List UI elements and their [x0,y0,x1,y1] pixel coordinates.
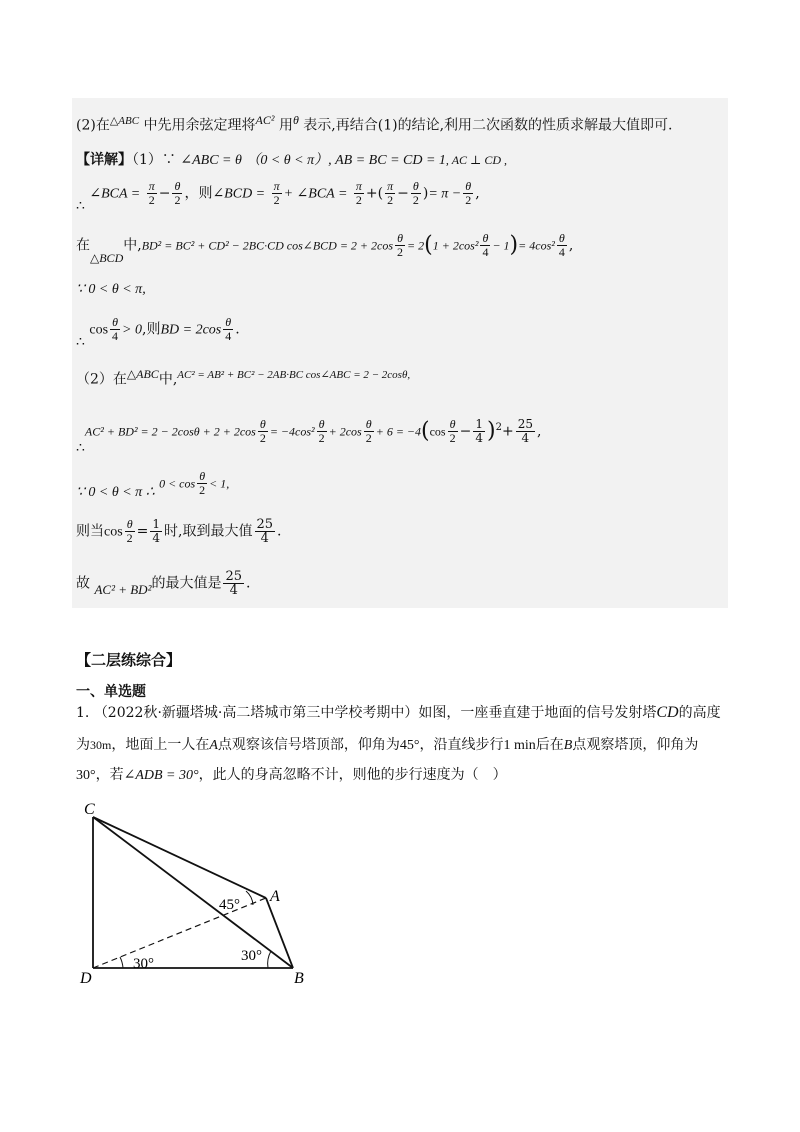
range-theta-line: ∵ 0 < θ < π, [76,282,146,297]
angle-45: 45° [399,738,420,753]
sum-expr: AC² + BD² = 2 − 2cosθ + 2 + 2cos [84,424,256,439]
zhong-text: 中, [123,237,142,254]
part1-label: （1） [132,152,162,168]
comma: , [568,237,574,254]
plus6: + 6 = −4 [375,424,422,439]
comma-2: , [536,423,542,440]
paren-open: ( [424,232,433,258]
cos-range-left: 0 < cos [159,476,196,491]
paren-close: ) [509,232,519,258]
q2f: 点观察塔顶，仰角为 [572,737,699,753]
ze-text: ，则 [184,185,213,202]
bd-expr: BD² = BC² + CD² − 2BC·CD cos∠BCD = 2 + 2cos [141,238,394,253]
question-number: 1. [76,705,90,721]
frac-theta-2c: $\frac{\theta}{2}$ [465,179,472,207]
frac-theta-4c: $\frac{\theta}{4}$ [112,315,119,343]
tri-bcd: △BCD [90,250,124,265]
label-angle-45: 45° [219,897,240,913]
period-2: . [277,523,282,540]
plus2cos: + 2cos [328,424,362,439]
period-3: . [246,575,251,592]
cos-range-right: < 1, [209,476,230,491]
question-source: （2022秋·新疆塔城·高二塔城市第三中学校考期中） [93,705,419,721]
q2e: 后在 [535,737,564,753]
take-max: 时,取到最大值 [164,523,253,540]
hint-suffix: 表示,再结合(1)的结论,利用二次函数的性质求解最大值即可. [303,117,673,134]
frac-pi-2c: $\frac{\pi}{2}$ [355,179,362,207]
frac-theta-4b: $\frac{\theta}{4}$ [558,231,565,259]
tower-height: 30m [90,738,112,752]
period: . [235,321,240,338]
walk-time: 1 min [503,738,536,753]
frac-theta-2d: $\frac{\theta}{2}$ [397,231,404,259]
therefore-symbol-3: ∴ [76,439,85,456]
frac-pi-2: $\frac{\pi}{2}$ [148,179,155,207]
frac-theta-2: $\frac{\theta}{2}$ [174,179,181,207]
point-a: A [209,738,218,753]
angle-arc-d [120,957,123,968]
range2: ∵ 0 < θ < π ∴ [76,484,155,500]
label-b: B [294,970,304,987]
frac-25-4: $\frac{25}{4}$ [517,417,533,446]
subsection-title: 一、单选题 [76,684,146,700]
gt0: > 0 [122,322,142,338]
q2b: ，地面上一人在 [111,737,210,753]
when-text: 则当 [76,523,104,540]
bca-lhs: ∠BCA = [89,186,141,202]
cond-angle: ∠ABC = θ [180,153,242,168]
zhong2-text: 中, [158,371,178,388]
hint-mid: 中先用余弦定理将 [143,117,256,134]
ze2-text: ,则 [142,321,161,338]
cond-sides: , AB = BC = CD = 1 [328,153,446,168]
conclude-expr: AC² + BD² [94,581,152,597]
angle-adb: ∠ADB = 30° [123,768,199,783]
frac-theta-2g: $\frac{\theta}{2}$ [365,417,372,446]
cond-range: （0 < θ < π） [246,153,329,168]
in-word: 在 [76,237,90,254]
eq4cos: = 4cos² [518,238,555,253]
q2a: 为 [76,737,90,753]
cos-word-3: cos [104,524,123,540]
q3b: ，若 [95,767,124,783]
plus: + [501,423,514,440]
eq2: = 2 [407,238,425,253]
frac-theta-2j: $\frac{\theta}{2}$ [126,517,133,545]
label-c: C [84,801,95,818]
q2c: 点观察该信号塔顶部，仰角为 [217,737,400,753]
frac-pi-2d: $\frac{\pi}{2}$ [387,179,394,207]
hint-prefix: (2)在 [76,117,110,134]
question-text-1: 如图，一座垂直建于地面的信号发射塔 [418,705,657,721]
angle-30: 30° [76,768,96,783]
cond-perp: , AC ⊥ CD , [445,153,507,167]
section-title: 【二层练综合】 [76,651,182,669]
frac-1-4: $\frac{1}{4}$ [475,417,483,446]
cos-word-2: cos [429,424,446,439]
hint-triangle: △ABC [109,115,140,127]
pi-minus: = π − [428,186,462,202]
frac-theta-4: $\frac{\theta}{4}$ [482,231,489,259]
hint-theta: θ [292,113,299,127]
label-a: A [270,888,280,905]
conclude-prefix: 故 [76,575,90,592]
label-angle-30-d: 30° [133,956,154,972]
q3c: ，此人的身高忽略不计，则他的步行速度为（ ） [198,767,507,783]
frac-theta-2i: $\frac{\theta}{2}$ [199,469,206,497]
minus-one: − 1 [492,238,510,253]
square: 2 [495,422,502,433]
segment-ca-line [93,817,266,898]
angle-arc-a [246,891,253,905]
paren-close-2: ) [486,418,496,444]
frac-theta-4d: $\frac{\theta}{4}$ [225,315,232,343]
paren-open-2: ( [421,418,430,444]
bcd-lhs: ∠BCD = [212,186,266,202]
because-symbol: ∵ [161,152,176,168]
one-plus: 1 + 2cos² [432,238,479,253]
label-d: D [80,970,92,987]
therefore-symbol-2: ∴ [76,333,85,350]
segment-cb-line [93,817,293,968]
frac-theta-2h: $\frac{\theta}{2}$ [449,417,456,446]
question-text-1-end: 的高度 [678,705,721,721]
angle-arc-b [268,951,271,968]
tri-abc: △ABC [126,367,159,381]
frac-1-4b: $\frac{1}{4}$ [152,517,161,545]
part2-label: （2）在 [76,371,127,388]
eq-neg4: = −4cos² [269,424,315,439]
cos-word: cos [89,322,109,338]
frac-25-4b: $\frac{25}{4}$ [256,517,274,546]
label-angle-30-b: 30° [241,948,262,964]
equals: = [136,523,149,540]
frac-theta-2b: $\frac{\theta}{2}$ [412,179,419,207]
minus: − [459,423,472,440]
angle-line: ∴ ∠BCA = $\frac{\pi}{2}$ − $\frac{\theta}{2}$ ，则∠BCD = $\frac{\pi}{2}$ + ∠BCA = $\frac{\pi}{2}$ +( $\frac{\pi}{2}$ − $\frac{\theta}{2}$ )= π − $\frac{\theta}{2}$ , [76,179,480,214]
therefore-symbol: ∴ [76,197,85,214]
frac-theta-2e: $\frac{\theta}{2}$ [259,417,266,446]
q2d: ，沿直线步行 [419,737,504,753]
point-b: B [563,738,573,753]
bd-result: BD = 2cos [160,322,222,338]
conclude-mid: 的最大值是 [151,575,222,592]
hint-use: 用 [278,117,293,134]
frac-25-4c: $\frac{25}{4}$ [225,569,243,598]
frac-pi-2b: $\frac{\pi}{2}$ [273,179,280,207]
hint-ac2: AC² [255,113,275,127]
frac-theta-2f: $\frac{\theta}{2}$ [318,417,325,446]
ac-expr: AC² = AB² + BC² − 2AB·BC cos∠ABC = 2 − 2cosθ, [177,369,411,381]
plus-bca: + ∠BCA = [283,186,348,202]
detail-label: 【详解】 [76,152,132,168]
segment-cd: CD [656,704,679,721]
